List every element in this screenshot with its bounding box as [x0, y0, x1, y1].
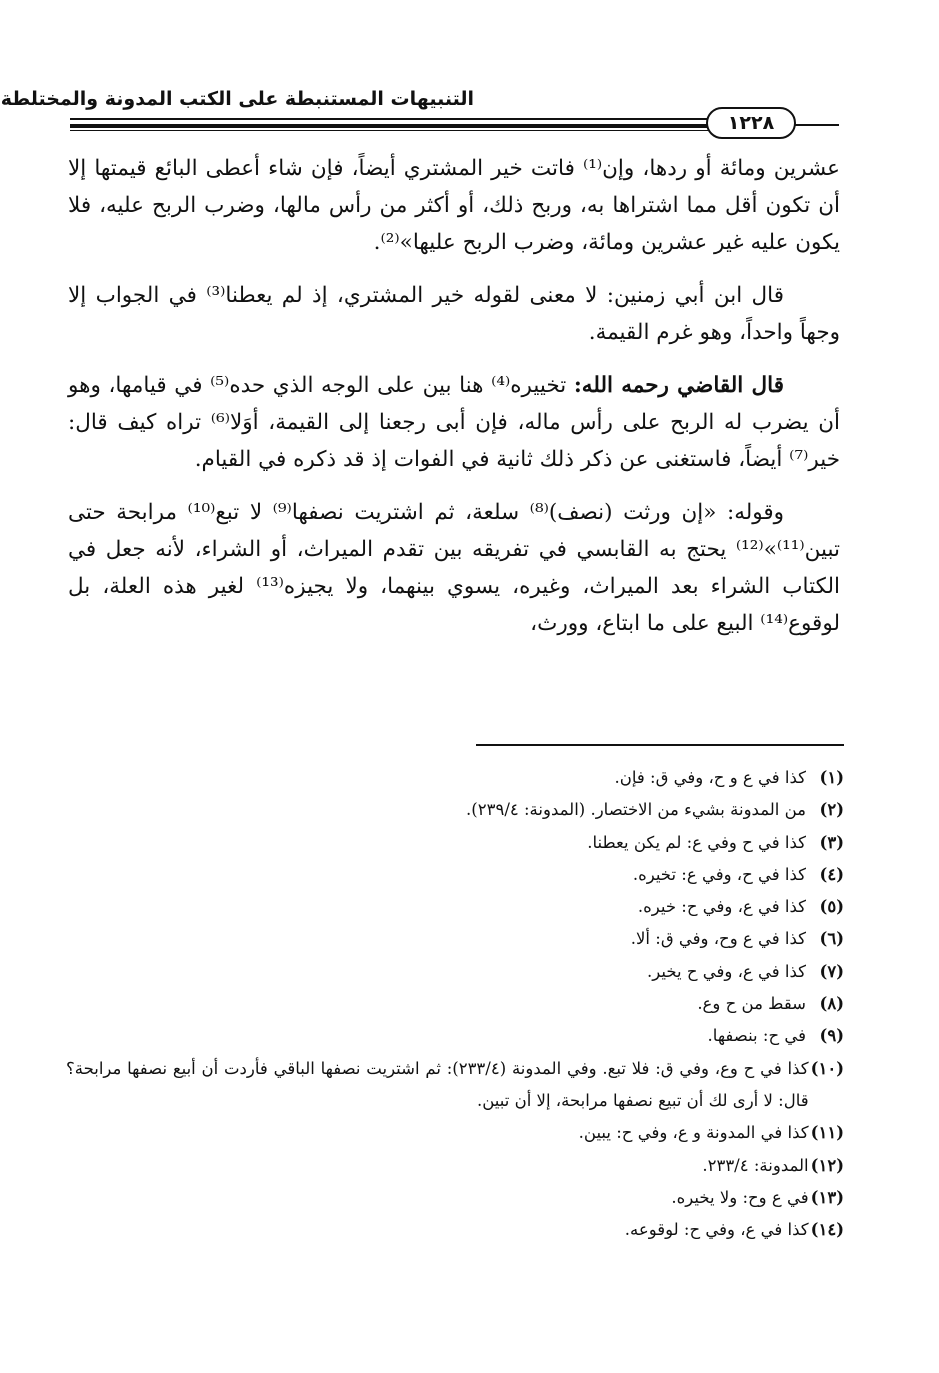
paragraph: [68, 367, 840, 478]
footnote-text: في ع وح: ولا يخيره.: [671, 1187, 809, 1207]
paragraph: وقوله: «إن ورثت (نصف)⁽⁸⁾ سلعة، ثم اشتريت نصفها⁽⁹⁾ لا تبع⁽¹⁰⁾ مرابحة حتى تبين⁽¹¹⁾»⁽¹²⁾ يحتج به القابسي في تفريقه بين تقدم الميراث، أو الشراء، لأنه جعل في الكتاب الشراء بعد الميراث، وغيره، يسوي بينهما، ولا يجيزه⁽¹³⁾ لغير هذه العلة، بل لوقوع⁽¹⁴⁾ البيع على ما ابتاع، وورث،: [68, 500, 840, 636]
footnote-text: كذا في ع، وفي ح يخير.: [647, 961, 806, 981]
paragraph-lead: قال القاضي رحمه الله:: [573, 373, 784, 398]
footnote-text: كذا في ع و ح، وفي ق: فإن.: [614, 768, 806, 787]
paragraph: قال ابن أبي زمنين: لا معنى لقوله خير المشتري، إذ لم يعطنا⁽³⁾ في الجواب إلا وجهاً واحداً، وهو غرم القيمة.: [68, 283, 840, 345]
footnote-text: كذا في ع وح، وفي ق: ألا.: [630, 929, 806, 949]
footnote-number: (٤): [819, 864, 844, 884]
footnote-number: (٨): [819, 994, 844, 1014]
footnote: [66, 923, 844, 955]
footnote-number: (٧): [819, 961, 844, 981]
footnote-number: (٦): [819, 929, 844, 949]
footnote: [66, 1020, 844, 1052]
header-rule: [70, 130, 778, 131]
footnote-number: (١٤): [810, 1220, 844, 1240]
footnote-number: (٢): [819, 800, 844, 820]
footnote: [66, 1150, 844, 1182]
footnote-number: (٩): [819, 1026, 844, 1046]
footnote-number: (١٣): [810, 1187, 844, 1207]
footnote-text: في ح: بنصفها.: [707, 1026, 806, 1046]
footnote-text: كذا في ع، وفي ح: لوقوعه.: [624, 1220, 809, 1240]
footnote-text: من المدونة بشيء من الاختصار. (المدونة: ٢٣٩/٤).: [466, 800, 806, 820]
footnote-number: (١٢): [810, 1155, 844, 1175]
footnote: [66, 794, 844, 826]
page-number: ١٢٢٨: [706, 107, 796, 139]
paragraph: عشرين ومائة أو ردها، وإن⁽¹⁾ فاتت خير المشتري أيضاً، فإن شاء أعطى البائع قيمتها إلا أن تكون أقل مما اشتراها به، وربح ذلك، أو أكثر من رأس مالها، وضرب الربح عليه، فلا يكون عليه غير عشرين ومائة، وضرب الربح عليها»⁽²⁾.: [68, 156, 840, 255]
footnote-number: (٣): [819, 832, 844, 852]
footnote: [66, 827, 844, 859]
footnote-number: (١): [819, 768, 844, 787]
footnote-number: (٥): [819, 897, 844, 917]
footnote-text: كذا في ح، وفي ع: تخيره.: [632, 864, 806, 884]
footnote-number: (١٠): [810, 1058, 844, 1078]
footnotes: [66, 762, 844, 1246]
main-text: [68, 150, 840, 658]
footnote-text: كذا في ح وفي ع: لم يكن يعطنا.: [587, 832, 806, 852]
footnote: [66, 1182, 844, 1214]
footnote-text: كذا في المدونة و ع، وفي ح: يبين.: [578, 1123, 809, 1143]
footnote-text: كذا في ع، وفي ح: خيره.: [637, 897, 806, 917]
header-rule: [70, 118, 778, 120]
footnote: [66, 891, 844, 923]
header-rule-thick: [70, 124, 710, 128]
footnote-text: سقط من ح وع.: [697, 994, 806, 1014]
footnote: [66, 1214, 844, 1246]
running-header-title: التنبيهات المستنبطة على الكتب المدونة والمختلطة: [0, 88, 474, 110]
footnote: [66, 956, 844, 988]
footnote-text: المدونة: ٢٣٣/٤.: [702, 1155, 809, 1175]
footnote: [66, 762, 844, 794]
footnote-number: (١١): [810, 1123, 844, 1143]
footnote: [66, 1053, 844, 1118]
footnote: [66, 859, 844, 891]
footnote-divider: [476, 744, 844, 746]
paragraph-text: تخييره⁽⁴⁾ هنا بين على الوجه الذي حده⁽⁵⁾ في قيامها، وهو أن يضرب له الربح على رأس ماله، فإن أبى رجعنا إلى القيمة، أوَلا⁽⁶⁾ تراه كيف قال: خير⁽⁷⁾ أيضاً، فاستغنى عن ذكر ذلك ثانية في الفوات إذ قد ذكره في القيام.: [68, 373, 840, 472]
footnote: [66, 988, 844, 1020]
footnote: [66, 1117, 844, 1149]
footnote-text: كذا في ح وع، وفي ق: فلا تبع. وفي المدونة (٢٣٣/٤): ثم اشتريت نصفها الباقي فأردت أن أبيع نصفها مرابحة؟ قال: لا أرى لك أن تبيع نصفها مرابحة، إلا أن تبين.: [66, 1058, 809, 1110]
